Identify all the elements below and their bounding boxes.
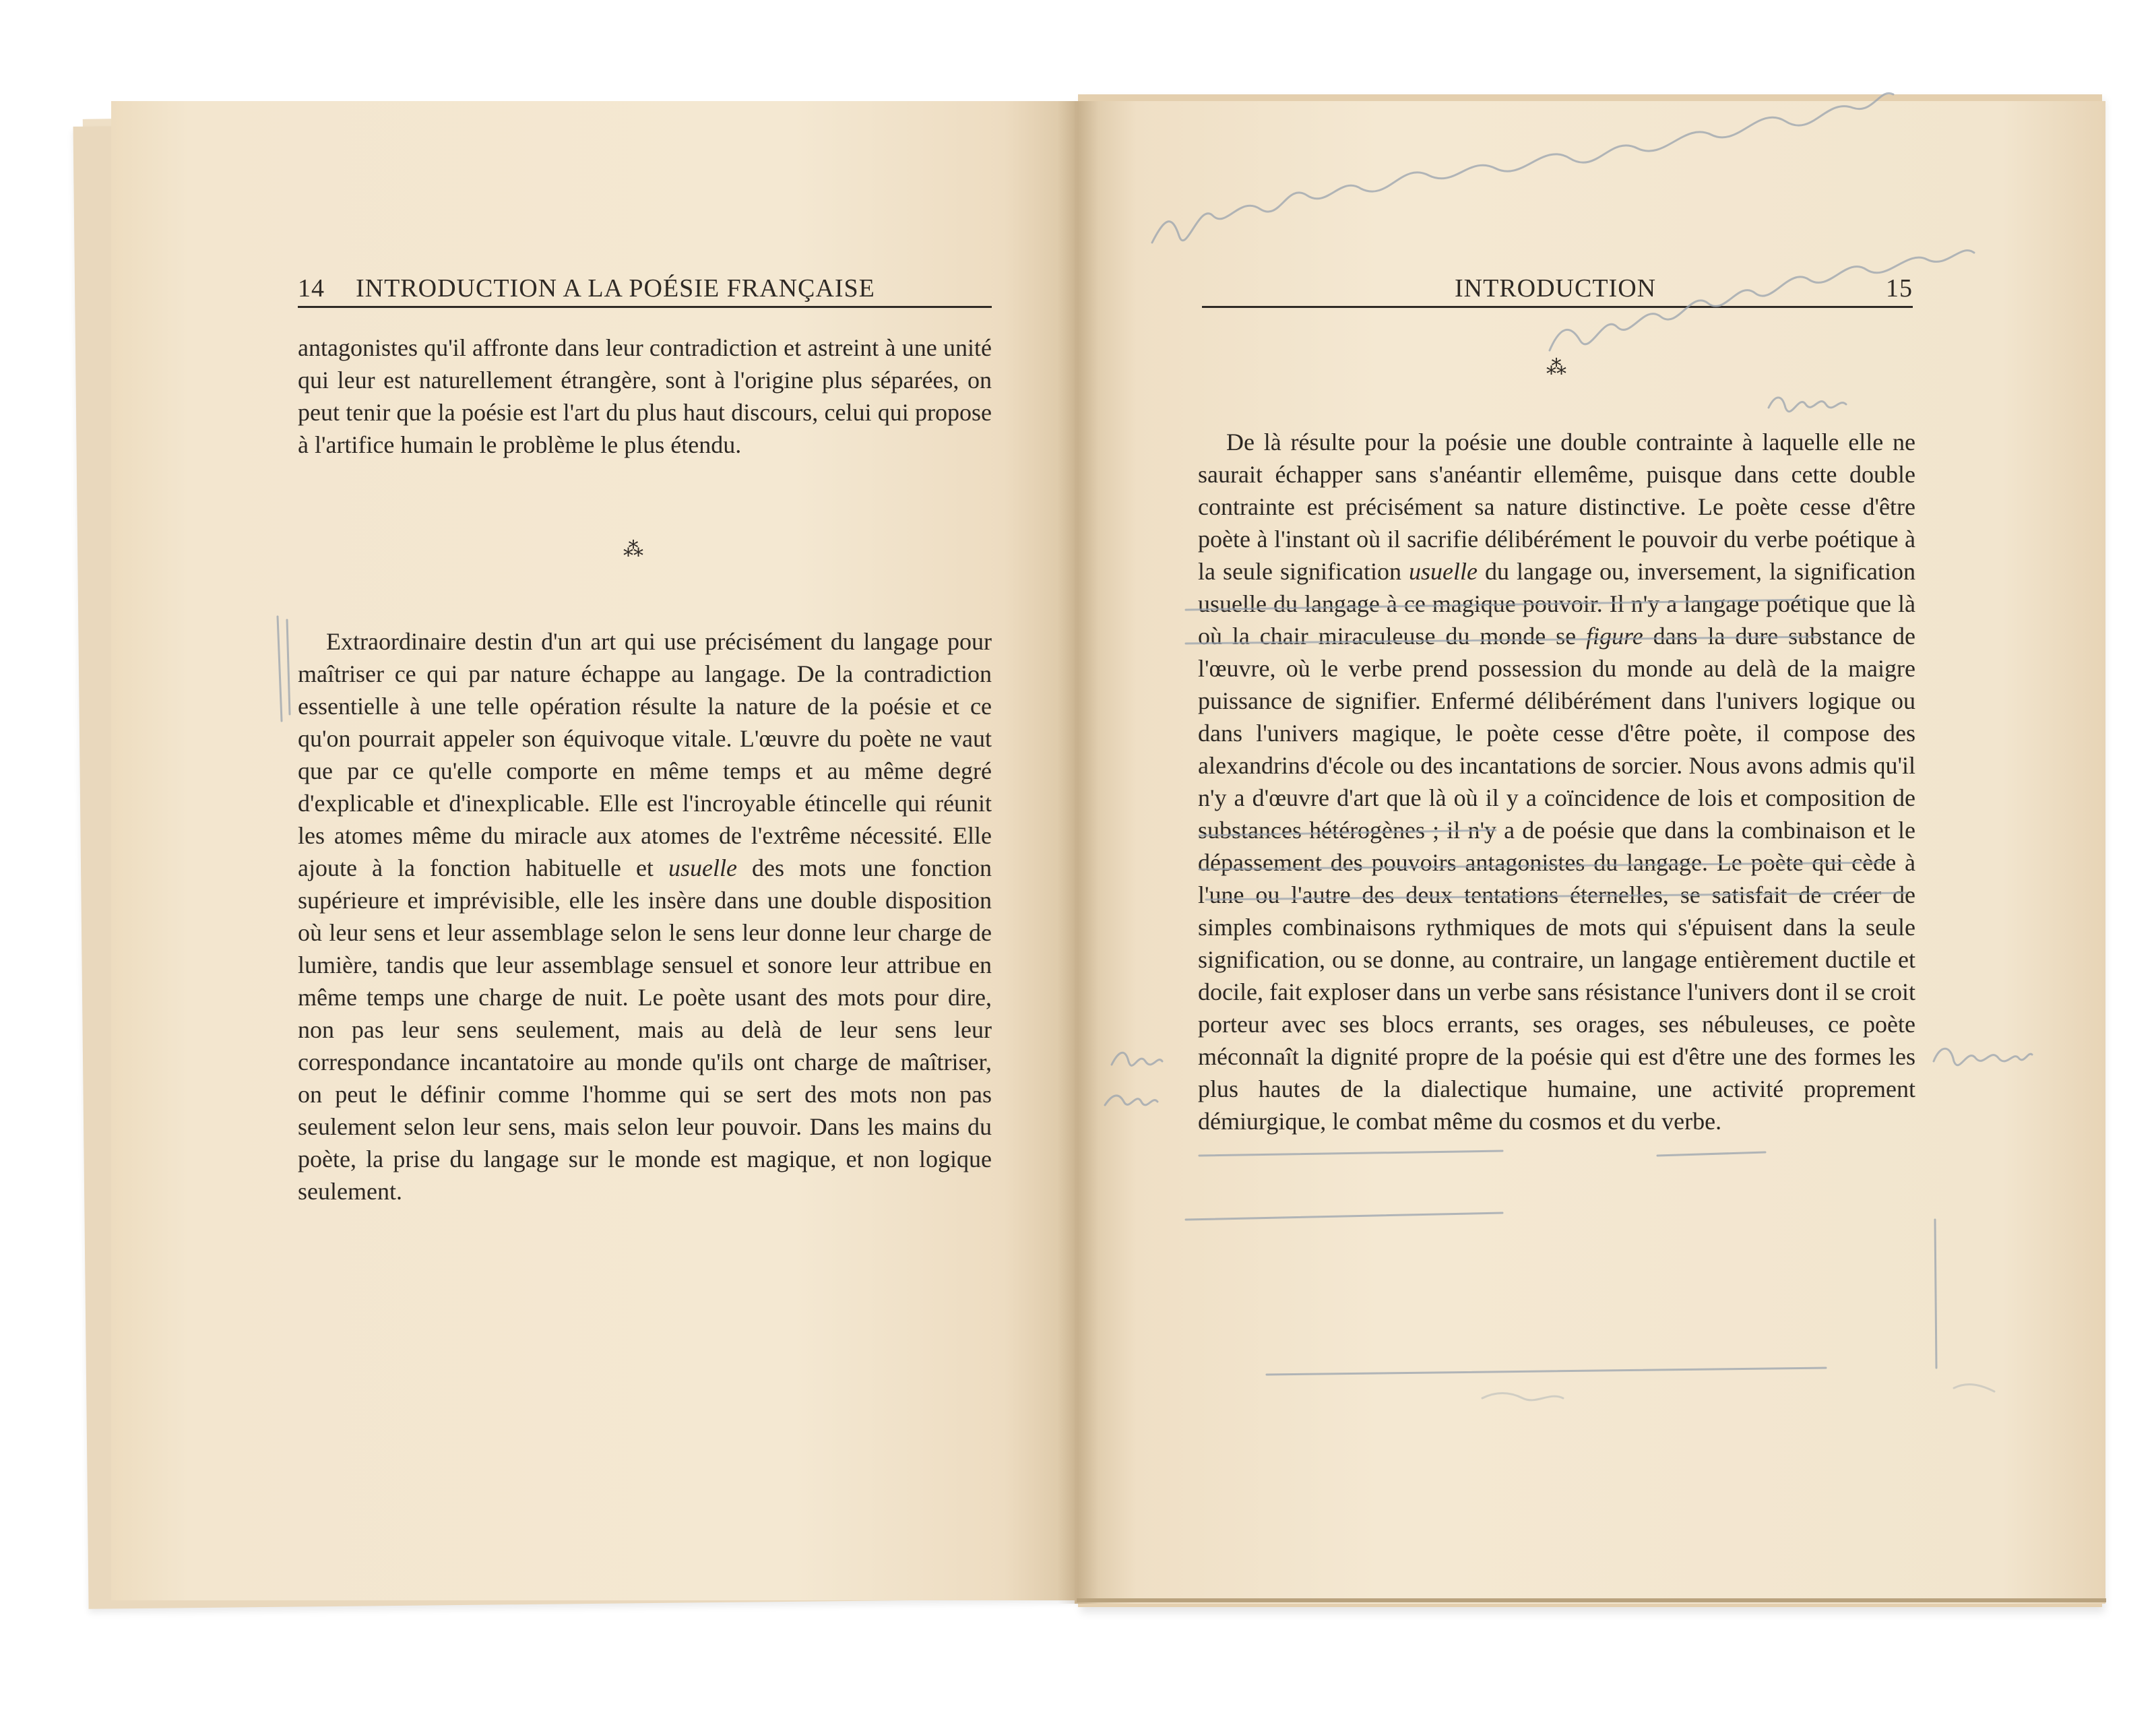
right-paragraph-italic-1: usuelle bbox=[1409, 558, 1478, 585]
underline-3 bbox=[1199, 830, 1496, 836]
left-paragraph-2-part-2: des mots une fonction supérieure et imprévisible, elle les insère dans une double disposition où leur sens et leur assemblage selon le sens leur donne leur charge de lumière, tandis que leur assemblage sensuel et sonore leur attribue en même temps une charge de nuit. Le poète usant des mots pour dire, non pas leur sens seulement, mais au delà de leur sens leur correspondance incantatoire au monde qu'ils ont charge de maîtriser, on peut le définir comme l'homme qui se sert des mots non pas seulement selon leur sens, mais selon leur pouvoir. Dans les mains du poète, la prise du langage sur le monde est magique, et non logique seulement. bbox=[298, 854, 992, 1205]
right-paragraph-part-3: dans la dure substance de l'œuvre, où le verbe prend possession du monde au delà de la maigre puissance de signifier. Enfermé délibérément dans l'univers logique ou dans l'univers magique, le poète cesse d'être poète, il compose des alexandrins d'école ou des incantations de sorcier. Nous avons admis qu'il n'y a d'œuvre d'art que là où il y a coïncidence de lois et composition de substances hétérogènes ; il n'y a de poésie que dans la combinaison et le dépassement des pouvoirs antagonistes du langage. Le poète qui cède à l'une ou l'autre des deux tentations éternelles, se satisfait de créer de simples combinaisons rythmiques de mots qui s'épuisent dans la seule signification, ou se donne, au contraire, un langage entièrement ductile et docile, fait exploser dans un verbe sans résistance l'univers dont il se croit porteur avec ses blocs errants, ses orages, ses nébuleuses, ce poète méconnaît la dignité propre de la poésie qui est d'être une des formes les plus hautes de la dialectique humaine, une activité proprement démiurgique, le combat même du cosmos et du verbe. bbox=[1198, 623, 1915, 1135]
underline-9 bbox=[1267, 1368, 1826, 1375]
right-paragraph-italic-2: figure bbox=[1586, 623, 1643, 650]
left-asterism: ⁂ bbox=[623, 538, 643, 561]
underline-2 bbox=[1186, 637, 1819, 644]
handwriting-small-word bbox=[1769, 398, 1846, 412]
underline-1 bbox=[1186, 600, 1806, 610]
handwriting-margin-right bbox=[1934, 1048, 2032, 1065]
left-paragraph-2-italic: usuelle bbox=[668, 854, 737, 881]
right-page-number: 15 bbox=[1886, 274, 1913, 303]
handwriting-bottom-faint bbox=[1482, 1385, 1994, 1400]
underline-4 bbox=[1199, 862, 1886, 869]
right-paragraph-part-2: du langage ou, inversement, la signification usuelle du langage à ce magique pouvoir. Il n'y a langage poétique que là où la chair miraculeuse du monde se bbox=[1198, 558, 1915, 650]
left-paragraph-1-text: antagonistes qu'il affronte dans leur contradiction et astreint à une unité qui leur est naturellement étrangère, sont à l'origine plus séparées, on peut tenir que la poésie est l'art du plus haut discours, celui qui propose à l'artifice humain le problème le plus étendu. bbox=[298, 334, 992, 458]
margin-vertical-mark-right bbox=[1935, 1220, 1936, 1368]
underline-5 bbox=[1206, 893, 1907, 900]
right-running-title: INTRODUCTION bbox=[1455, 274, 1657, 303]
handwriting-margin-left bbox=[1105, 1053, 1162, 1105]
left-running-title: INTRODUCTION A LA POÉSIE FRANÇAISE bbox=[356, 274, 875, 303]
left-paragraph-2-part-1: Extraordinaire destin d'un art qui use précisément du langage pour maîtriser ce qui par nature échappe au langage. De la contradiction essentielle à une telle opération résulte la nature de la poésie et ce qu'on pourrait appeler son équivoque vitale. L'œuvre du poète ne vaut que par ce qu'elle comporte en même temps et au même degré d'explicable et d'inexplicable. Elle est l'incroyable étincelle qui réunit les atomes même du miracle aux atomes de l'extrême nécessité. Elle ajoute à la fonction habituelle et bbox=[298, 628, 992, 881]
underline-6 bbox=[1199, 1151, 1502, 1156]
handwriting-second-line bbox=[1550, 251, 1974, 350]
right-paragraph-part-1: De là résulte pour la poésie une double contrainte à laquelle elle ne saurait échapper sans s'anéantir ellemême, puisque dans cette double contrainte est précisément sa nature distinctive. Le poète cesse d'être poète à l'instant où il sacrifie délibérément le pouvoir du verbe poétique à la seule signification bbox=[1198, 429, 1915, 585]
right-asterism: ⁂ bbox=[1546, 356, 1566, 379]
handwriting-top-line bbox=[1152, 93, 1893, 243]
underline-7 bbox=[1186, 1213, 1502, 1220]
underline-8 bbox=[1657, 1152, 1765, 1156]
margin-vertical-mark-left bbox=[278, 617, 290, 721]
left-page-number: 14 bbox=[298, 274, 325, 303]
